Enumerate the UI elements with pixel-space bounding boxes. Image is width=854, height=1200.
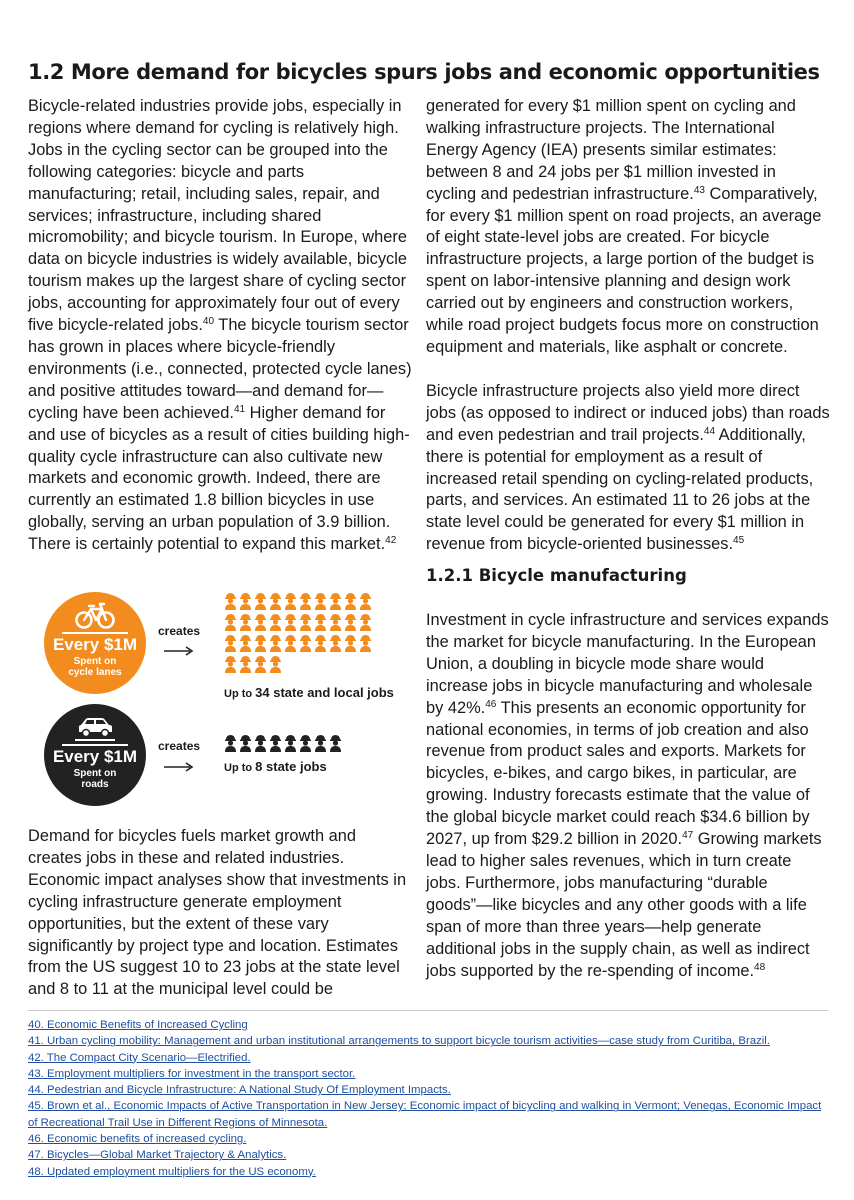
worker-icon — [299, 592, 312, 610]
left-column — [28, 96, 412, 556]
footnote-divider — [28, 1010, 828, 1011]
footnote-link[interactable]: 46. Economic benefits of increased cycling. — [28, 1133, 247, 1146]
worker-icon — [329, 634, 342, 652]
bike-investment-circle — [44, 592, 146, 694]
worker-icon — [239, 592, 252, 610]
worker-icon — [344, 634, 357, 652]
worker-icon — [284, 734, 297, 752]
worker-icon — [239, 634, 252, 652]
worker-icon — [239, 613, 252, 631]
footnote-ref[interactable]: 40 — [202, 316, 215, 328]
footnote-link[interactable]: 45. Brown et al., Economic Impacts of Active Transportation in New Jersey; Economic impact of bicycling and walking in Vermont; Venegas, Economic Impact of Recreational Trail Use in Different Regions of Minnesota. — [28, 1100, 822, 1129]
paragraph: Investment in cycle infrastructure and services expands the market for bicycle manufacturing. In the European Union, a doubling in bicycle mode share would increase jobs in bicycle manufacturing and wholesale by 42%.$^{46}$ This presents an economic opportunity for national economies, in terms of job creation and also revenue from product sales and exports. Markets for bicycles, e-bikes, and cargo bikes, in particular, are growing. Industry forecasts estimate that the value of the global bicycle market could reach $34.6 billion by 2027, up from $29.2 billion in 2020.47 Growing markets lead to higher sales revenues, which in turn create jobs. Furthermore, jobs manufacturing “durable goods”—like bicycles and any other goods with a life span of more than three years—help generate additional jobs in the supply chain, as well as indirect jobs supported by the re-spending of income.$^{48}$ — [426, 611, 829, 980]
footnote-ref[interactable]: 43 — [693, 184, 705, 196]
worker-icon — [359, 592, 372, 610]
amount-sublabel: Spent on cycle lanes — [68, 656, 122, 678]
worker-icon — [269, 634, 282, 652]
worker-icon — [314, 613, 327, 631]
footnote-ref[interactable]: 44 — [703, 425, 716, 437]
paragraph: Demand for bicycles fuels market growth and creates jobs in these and related industries. Economic impact analyses show that investments in cycling infrastructure generate employment opportunities, but the extent of these vary significantly by project type and location. Estimates from the US suggest 10 to 23 jobs at the state level and 8 to 11 at the municipal level could be — [28, 827, 407, 999]
amount-sublabel: Spent on roads — [73, 768, 117, 790]
divider — [62, 632, 128, 634]
worker-icon — [269, 613, 282, 631]
paragraph: Bicycle infrastructure projects also yield more direct jobs (as opposed to indirect or induced jobs) than roads and even pedestrian and trail projects.$^{44}$ Additionally, there is potential for employment as a result of increased retail spending on cycling-related products, parts, and services. An estimated 11 to 26 jobs at the state level could be generated for every $1 million in revenue from bicycle-oriented businesses.$^{45}$ — [426, 381, 830, 554]
footnote-link[interactable]: 42. The Compact City Scenario—Electrified. — [28, 1051, 251, 1064]
footnote-link[interactable]: 44. Pedestrian and Bicycle Infrastructure: A National Study Of Employment Impacts. — [28, 1084, 451, 1097]
worker-icon — [269, 734, 282, 752]
amount-label: Every $1M — [52, 635, 138, 654]
worker-icon — [269, 592, 282, 610]
worker-icon — [224, 613, 237, 631]
arrow-right-icon — [164, 762, 194, 772]
worker-icon — [239, 655, 252, 673]
arrow-right-icon — [164, 646, 194, 656]
road-investment-circle — [44, 704, 146, 806]
footnote-ref[interactable]: 47 — [682, 830, 694, 842]
car-icon — [75, 712, 115, 742]
footnote-ref[interactable]: 46 — [485, 698, 497, 710]
worker-icon — [269, 655, 282, 673]
worker-icon — [254, 734, 267, 752]
worker-icon — [314, 592, 327, 610]
subsection-heading: 1.2.1 Bicycle manufacturing — [426, 566, 687, 585]
worker-icon — [254, 613, 267, 631]
worker-icon — [284, 613, 297, 631]
right-column — [426, 96, 830, 556]
creates-label: creates — [158, 624, 201, 638]
worker-icon — [314, 634, 327, 652]
bike-jobs-label: Up to 34 state and local jobs — [224, 685, 394, 700]
worker-icon — [224, 655, 237, 673]
amount-label: Every $1M — [52, 747, 138, 766]
worker-icon — [329, 734, 342, 752]
worker-icon — [224, 634, 237, 652]
road-jobs-label: Up to 8 state jobs — [224, 759, 327, 774]
jobs-infographic — [40, 592, 420, 812]
worker-icon — [359, 613, 372, 631]
paragraph: generated for every $1 million spent on cycling and walking infrastructure projects. The International Energy Agency (IEA) presents similar estimates: between 8 and 24 jobs per $1 million invested in cycling and pedestrian infrastructure.$^{43}$ Comparatively, for every $1 million spent on road projects, an average of eight state-level jobs are created. For bicycle infrastructure projects, a large portion of the budget is spent on labor-intensive planning and design work carried out by engineers and construction workers, while road project budgets focus more on construction equipment and materials, like asphalt or concrete. — [426, 97, 822, 356]
worker-icon — [284, 634, 297, 652]
paragraph: Bicycle-related industries provide jobs, especially in regions where demand for cycling is relatively high. Jobs in the cycling sector can be grouped into the following categories: bicycle and parts manufacturing; retail, including sales, repair, and services; infrastructure, including shared micromobility; and bicycle tourism. In Europe, where data on bicycle industries is widely available, bicycle tourism makes up the largest share of cycling sector jobs, accounting for approximately four out of every five bicycle-related jobs.$^{40}$ The bicycle tourism sector has grown in places where bicycle-friendly environments (i.e., connected, protected cycle lanes) and positive attitudes toward—and demand for—cycling have been achieved.$^{41}$ Higher demand for and use of bicycles as a result of cities building high-quality cycle infrastructure can also cultivate new markets and economic growth. Indeed, there are currently an estimated 1.8 billion bicycles in use globally, serving an urban population of 3.9 billion. There is certainly potential to expand this market.$^{42}$ — [28, 97, 412, 554]
creates-label: creates — [158, 739, 201, 753]
divider — [62, 744, 128, 746]
worker-icon — [299, 634, 312, 652]
footnote-link[interactable]: 47. Bicycles—Global Market Trajectory & Analytics. — [28, 1149, 287, 1162]
worker-icon — [254, 655, 267, 673]
footnote-ref[interactable]: 41 — [233, 403, 246, 415]
footnote-link[interactable]: 41. Urban cycling mobility: Management and urban institutional arrangements to support bicycle tourism activities—case study from Curitiba, Brazil. — [28, 1035, 770, 1048]
worker-icon — [224, 734, 237, 752]
footnote-ref[interactable]: 48 — [754, 961, 766, 973]
worker-icon — [329, 592, 342, 610]
worker-icon — [299, 613, 312, 631]
worker-icon — [239, 734, 252, 752]
footnote-ref[interactable]: 42 — [385, 535, 397, 547]
worker-icon — [254, 592, 267, 610]
worker-icon — [359, 634, 372, 652]
worker-icon — [329, 613, 342, 631]
worker-icon — [344, 592, 357, 610]
footnote-link[interactable]: 48. Updated employment multipliers for the US economy. — [28, 1165, 316, 1178]
footnotes — [28, 1017, 828, 1180]
worker-icon — [314, 734, 327, 752]
footnote-link[interactable]: 40. Economic Benefits of Increased Cycling — [28, 1019, 248, 1031]
footnote-link[interactable]: 43. Employment multipliers for investment in the transport sector. — [28, 1067, 356, 1080]
worker-icon — [254, 634, 267, 652]
worker-icon — [344, 613, 357, 631]
worker-icon — [224, 592, 237, 610]
worker-icon — [284, 592, 297, 610]
right-column-lower — [426, 610, 830, 982]
footnote-ref[interactable]: 45 — [733, 535, 745, 547]
left-column-lower — [28, 826, 412, 1001]
section-heading: 1.2 More demand for bicycles spurs jobs and economic opportunities — [28, 60, 820, 84]
bicycle-icon — [75, 600, 115, 630]
worker-icon — [299, 734, 312, 752]
